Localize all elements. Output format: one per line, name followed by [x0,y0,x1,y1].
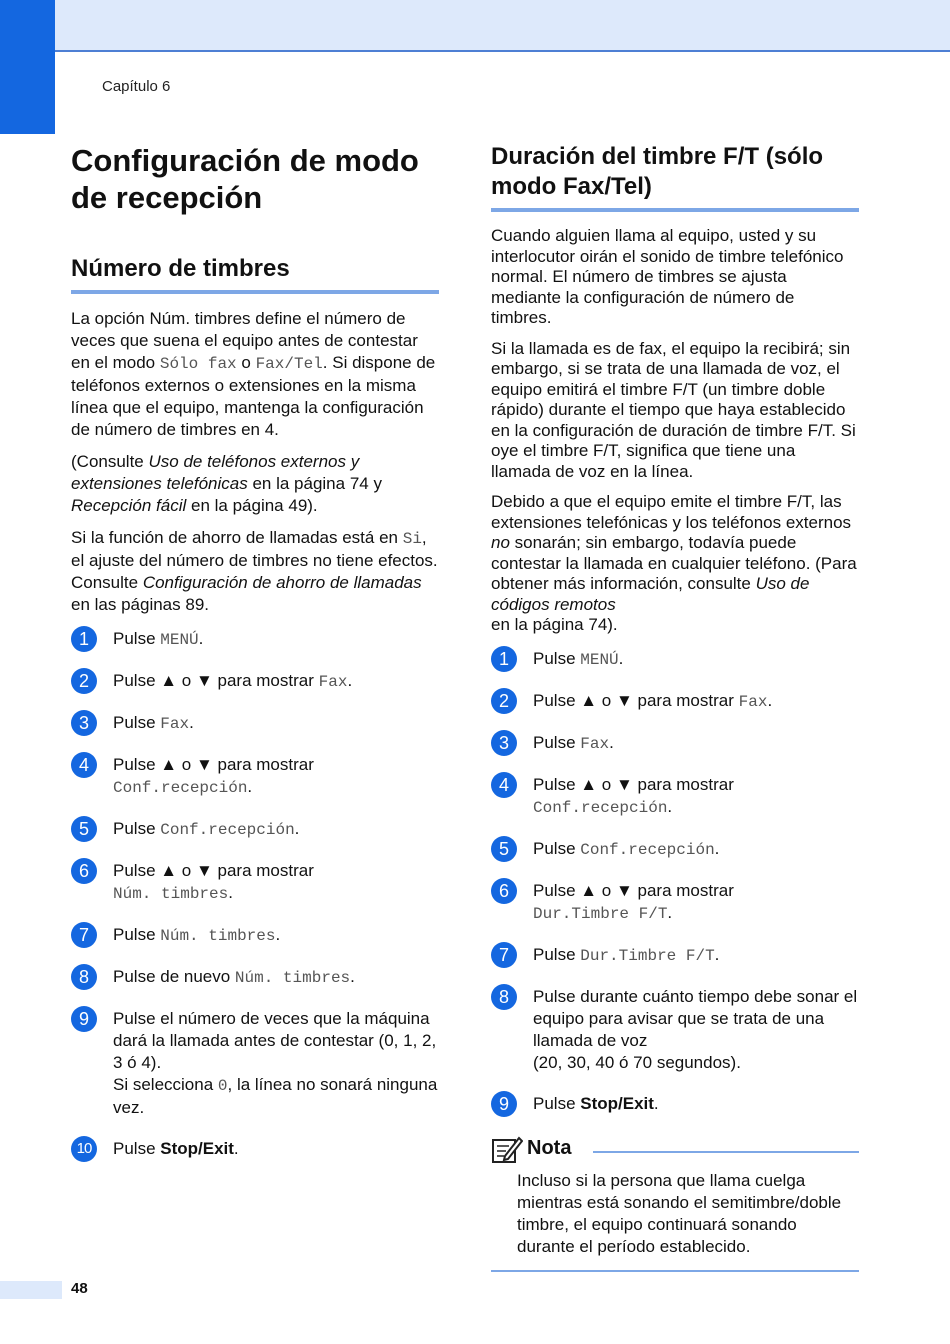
top-banner [0,0,950,52]
step-item: 9 Pulse el número de veces que la máquina dará la llamada antes de contestar (0, 1, 2, 3 ó 4). Si selecciona 0, la línea no sonará ninguna vez. [71,1008,439,1119]
step-number: 9 [71,1006,97,1032]
step-number: 10 [71,1136,97,1162]
chapter-label: Capítulo 6 [102,78,171,95]
section-title-rings: Número de timbres [71,255,290,282]
step-item: 6 Pulse ▲ o ▼ para mostrar Núm. timbres. [71,860,439,905]
step-item: 3 Pulse Fax. [71,712,439,735]
page-number: 48 [71,1280,88,1297]
step-item: 3 Pulse Fax. [491,732,859,755]
step-item: 7 Pulse Dur.Timbre F/T. [491,944,859,967]
step-number: 8 [491,984,517,1010]
note-box [491,1134,859,1272]
step-number: 9 [491,1091,517,1117]
step-item: 5 Pulse Conf.recepción. [71,818,439,841]
step-number: 1 [491,646,517,672]
step-item: 4 Pulse ▲ o ▼ para mostrar Conf.recepción. [491,774,859,819]
step-number: 3 [491,730,517,756]
step-item: 8 Pulse durante cuánto tiempo debe sonar el equipo para avisar que se trata de una llamada de voz (20, 30, 40 ó 70 segundos). [491,986,859,1074]
paragraph-toll-saver: Si la función de ahorro de llamadas está en Si, el ajuste del número de timbres no tiene efectos. Consulte Configuración de ahorro de llamadas en las páginas 89. [71,528,438,614]
step-item: 4 Pulse ▲ o ▼ para mostrar Conf.recepción. [71,754,439,799]
pencil-note-icon [491,1134,523,1164]
left-column [71,142,439,1179]
step-number: 4 [491,772,517,798]
note-bottom-rule [491,1270,859,1272]
paragraph-ring-intro: La opción Núm. timbres define el número de veces que suena el equipo antes de contestar en el modo Sólo fax o Fax/Tel. Si dispone de teléfonos externos o extensiones en la misma línea que el equipo, mantenga la configuración de número de timbres en 4. [71,309,436,439]
note-rule [593,1151,859,1153]
step-item: 1 Pulse MENÚ. [71,628,439,651]
step-number: 7 [491,942,517,968]
paragraph-ft-call: Si la llamada es de fax, el equipo la recibirá; sin embargo, si se trata de una llamada de voz, el equipo emitirá el timbre F/T (un timbre doble rápido) durante el tiempo que haya establecido en la configuración de duración de timbre F/T. Si oye el timbre F/T, significa que tiene una llamada de voz en la línea. [491,338,856,481]
step-item: 8 Pulse de nuevo Núm. timbres. [71,966,439,989]
step-item: 2 Pulse ▲ o ▼ para mostrar Fax. [491,690,859,713]
step-number: 7 [71,922,97,948]
step-number: 2 [491,688,517,714]
note-label: Nota [527,1137,572,1159]
chapter-tab [0,0,55,134]
step-number: 5 [491,836,517,862]
step-item: 2 Pulse ▲ o ▼ para mostrar Fax. [71,670,439,693]
step-number: 6 [491,878,517,904]
step-number: 4 [71,752,97,778]
page-number-bar [0,1281,62,1299]
right-steps [491,648,859,1115]
step-item: 5 Pulse Conf.recepción. [491,838,859,861]
paragraph-ft-intro: Cuando alguien llama al equipo, usted y su interlocutor oirán el sonido de timbre telefónico normal. El número de timbres se ajusta mediante la configuración de número de timbres. [491,226,844,327]
section-title-ft-duration: Duración del timbre F/T (sólo modo Fax/Tel) [491,143,824,200]
step-item: 10 Pulse Stop/Exit. [71,1138,439,1160]
right-column [491,142,859,1272]
step-number: 5 [71,816,97,842]
note-text: Incluso si la persona que llama cuelga mientras está sonando el semitimbre/doble timbre, el equipo continuará sonando durante el período establecido. [517,1170,842,1256]
step-number: 1 [71,626,97,652]
step-item: 7 Pulse Núm. timbres. [71,924,439,947]
step-number: 2 [71,668,97,694]
paragraph-ft-extensions: Debido a que el equipo emite el timbre F/T, las extensiones telefónicas y los teléfonos externos no sonarán; sin embargo, todavía puede contestar la llamada en cualquier teléfono. (Para obtener más información, consulte Uso de códigos remotos en la página 74). [491,492,857,634]
step-item: 1 Pulse MENÚ. [491,648,859,671]
note-header [491,1134,859,1164]
step-item: 6 Pulse ▲ o ▼ para mostrar Dur.Timbre F/T. [491,880,859,925]
step-number: 3 [71,710,97,736]
step-number: 6 [71,858,97,884]
step-item: 9 Pulse Stop/Exit. [491,1093,859,1115]
left-steps [71,628,439,1160]
paragraph-ring-reference: (Consulte Uso de teléfonos externos y extensiones telefónicas en la página 74 y Recepción fácil en la página 49). [71,452,382,515]
page-title: Configuración de modo de recepción [71,143,419,215]
step-number: 8 [71,964,97,990]
